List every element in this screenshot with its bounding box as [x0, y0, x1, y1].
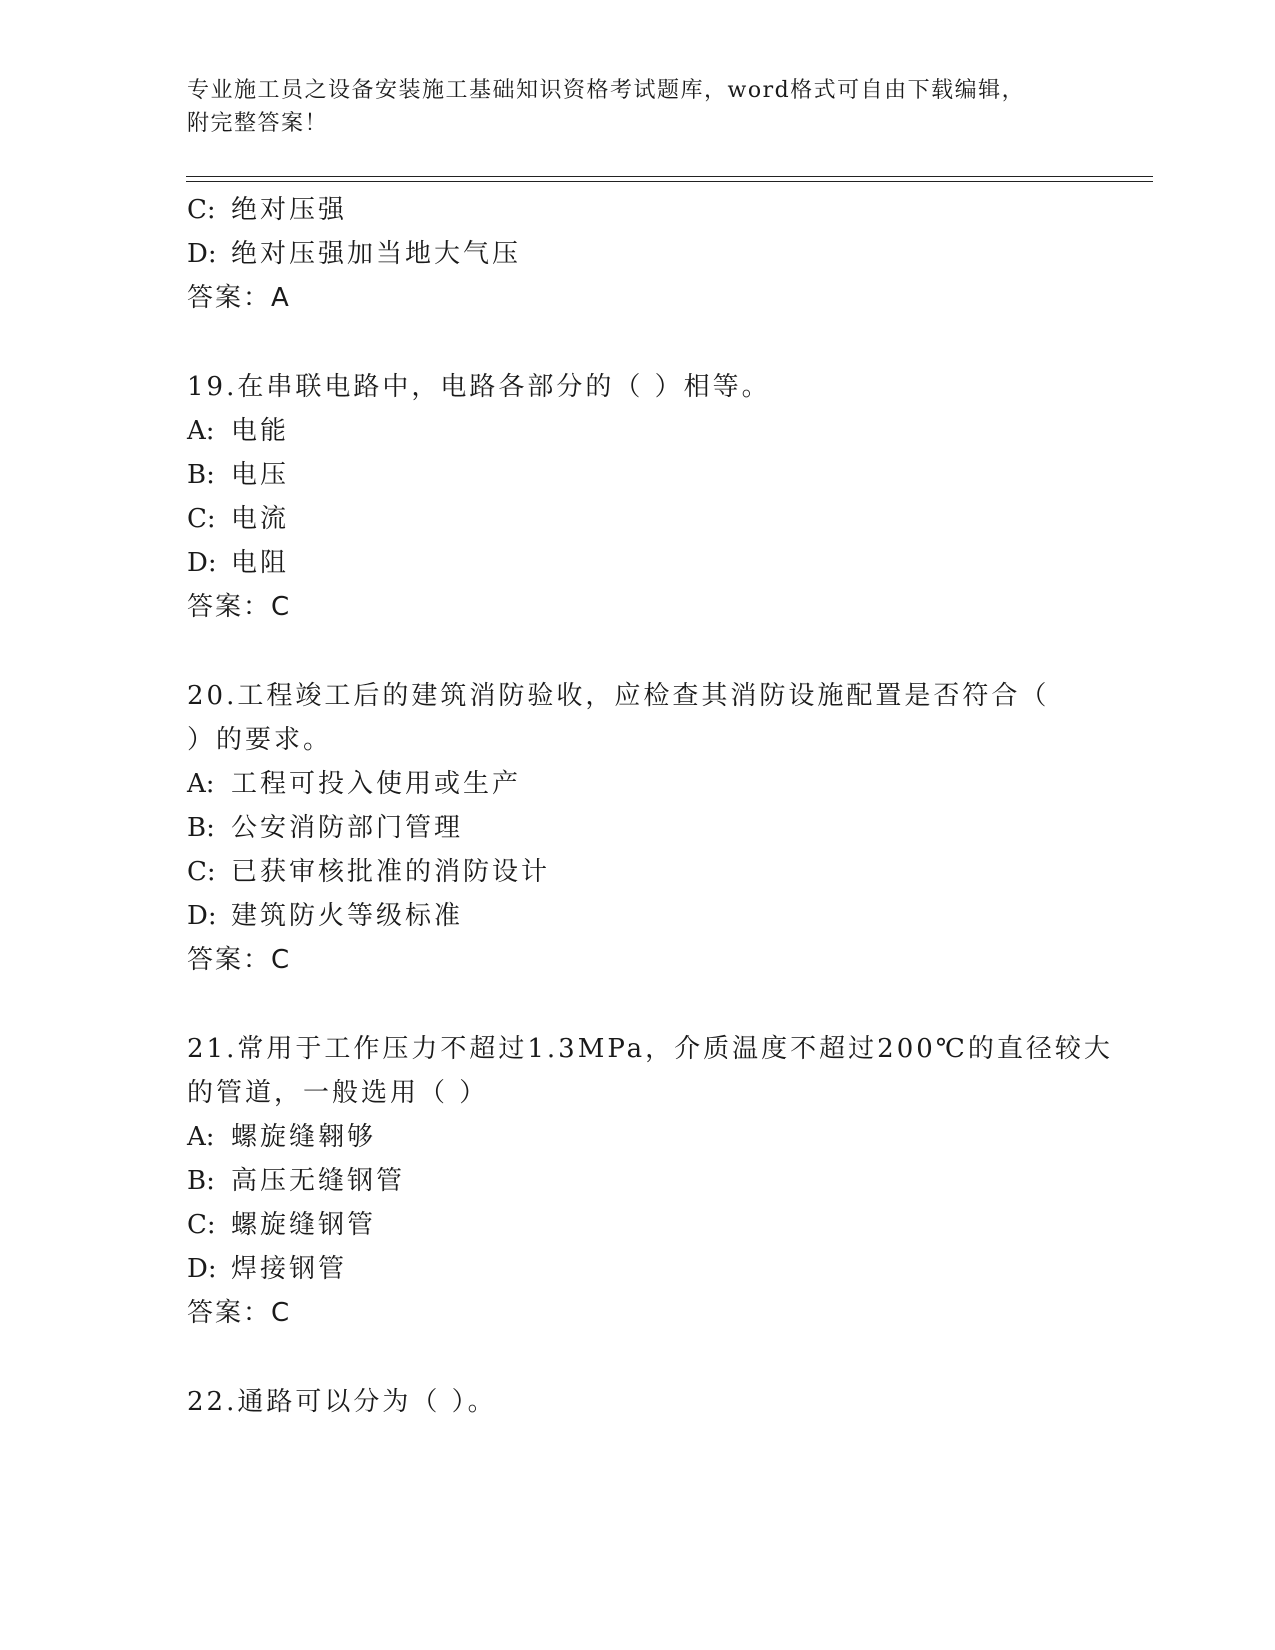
option-text: 电能: [231, 416, 290, 446]
option-text: 电压: [231, 460, 290, 490]
option-label: D:: [187, 548, 217, 578]
option-label: D:: [187, 1254, 217, 1284]
answer-line: 答案：C: [187, 945, 292, 975]
option-text: 螺旋缝钢管: [231, 1210, 377, 1240]
option-text: 绝对压强加当地大气压: [231, 239, 522, 269]
option-label: A:: [187, 416, 215, 446]
document-header: [187, 74, 1067, 140]
option-label: C:: [187, 857, 216, 887]
option-line: [187, 768, 521, 800]
option-line: [187, 1253, 347, 1285]
option-line: [187, 856, 550, 888]
question-stem-21-cont: 的管道，一般选用（ ）: [187, 1078, 489, 1108]
option-line: [187, 1121, 376, 1153]
option-line: [187, 415, 289, 447]
header-divider-top: [186, 176, 1153, 177]
option-line: [187, 900, 463, 932]
option-label: B:: [187, 1166, 215, 1196]
question-stem-21: 21.常用于工作压力不超过1.3MPa，介质温度不超过200℃的直径较大: [187, 1034, 1113, 1064]
option-label: C:: [187, 195, 216, 225]
option-label: C:: [187, 1210, 216, 1240]
option-line: [187, 547, 289, 579]
option-text: 电阻: [231, 548, 290, 578]
question-stem-20-cont: ）的要求。: [187, 725, 333, 755]
option-line: [187, 1165, 405, 1197]
option-line: [187, 503, 289, 535]
answer-line: 答案：C: [187, 1298, 292, 1328]
option-text: 工程可投入使用或生产: [231, 769, 522, 799]
option-text: 建筑防火等级标准: [231, 901, 464, 931]
option-line: [187, 238, 521, 270]
option-text: 绝对压强: [231, 195, 348, 225]
option-text: 已获审核批准的消防设计: [231, 857, 551, 887]
option-label: B:: [187, 813, 215, 843]
answer-line: 答案：C: [187, 592, 292, 622]
question-stem-20: 20.工程竣工后的建筑消防验收，应检查其消防设施配置是否符合（: [187, 681, 1050, 711]
answer-line: 答案：A: [187, 283, 291, 313]
option-text: 公安消防部门管理: [231, 813, 464, 843]
option-label: B:: [187, 460, 215, 490]
option-text: 螺旋缝翱够: [231, 1122, 377, 1152]
header-line-1: 专业施工员之设备安装施工基础知识资格考试题库，word格式可自由下载编辑，: [187, 78, 1026, 103]
option-line: [187, 812, 463, 844]
option-label: D:: [187, 901, 217, 931]
option-text: 焊接钢管: [231, 1254, 348, 1284]
option-text: 电流: [231, 504, 290, 534]
question-stem-22: 22.通路可以分为（ ）。: [187, 1387, 497, 1417]
option-label: C:: [187, 504, 216, 534]
header-divider-bottom: [186, 181, 1153, 182]
option-line: [187, 1209, 376, 1241]
question-stem-19: 19.在串联电路中，电路各部分的（ ）相等。: [187, 372, 771, 402]
option-text: 高压无缝钢管: [231, 1166, 406, 1196]
option-line: [187, 194, 347, 226]
option-label: A:: [187, 769, 215, 799]
option-label: D:: [187, 239, 217, 269]
header-line-2: 附完整答案！: [187, 111, 329, 136]
option-line: [187, 459, 289, 491]
option-label: A:: [187, 1122, 215, 1152]
